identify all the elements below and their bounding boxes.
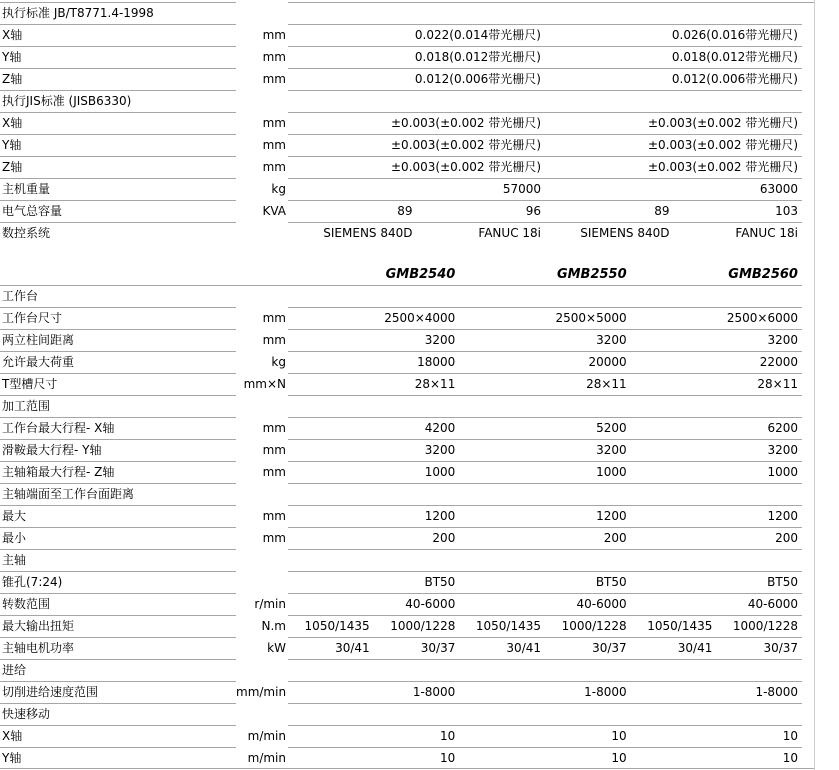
row-label: 滑鞍最大行程- Y轴 bbox=[0, 440, 236, 462]
row-values bbox=[288, 682, 802, 704]
value-cell: 1200 bbox=[424, 509, 456, 523]
value-cell: 2500×4000 bbox=[384, 311, 456, 325]
table-row bbox=[0, 25, 802, 47]
row-unit bbox=[236, 550, 288, 572]
row-label: 进给 bbox=[0, 660, 236, 682]
row-values bbox=[288, 462, 802, 484]
row-values bbox=[288, 223, 802, 245]
value-cell: 1200 bbox=[767, 509, 798, 523]
row-unit: mm bbox=[262, 443, 286, 457]
value-cell: 0.012(0.006带光栅尺) bbox=[671, 72, 798, 86]
value-cell: 30/37 bbox=[592, 641, 627, 655]
row-unit: mm bbox=[262, 311, 286, 325]
row-unit: kg bbox=[271, 182, 286, 196]
table-row bbox=[0, 47, 802, 69]
table-row bbox=[0, 726, 802, 748]
row-label: Y轴 bbox=[0, 135, 236, 157]
row-label: 主轴 bbox=[0, 550, 236, 572]
value-cell: 1000/1228 bbox=[732, 619, 799, 633]
value-cell: 1000 bbox=[424, 465, 456, 479]
table-row bbox=[0, 352, 802, 374]
value-cell: 200 bbox=[775, 531, 798, 545]
value-cell: 3200 bbox=[424, 333, 456, 347]
value-cell: 2500×6000 bbox=[726, 311, 798, 325]
table-row bbox=[0, 418, 802, 440]
row-values bbox=[288, 157, 802, 179]
row-unit: kg bbox=[271, 355, 286, 369]
row-unit bbox=[236, 572, 288, 594]
row-label: Y轴 bbox=[0, 47, 236, 69]
table-row bbox=[0, 179, 802, 201]
section-row bbox=[0, 484, 802, 506]
row-values bbox=[288, 91, 802, 113]
value-cell: 10 bbox=[440, 751, 456, 765]
model-header-row bbox=[0, 264, 802, 286]
row-values bbox=[288, 704, 802, 726]
row-values bbox=[288, 374, 802, 396]
value-cell: SIEMENS 840D bbox=[580, 226, 670, 240]
value-cell: 40-6000 bbox=[576, 597, 627, 611]
table-row bbox=[0, 748, 802, 770]
row-values bbox=[288, 47, 802, 69]
row-unit: mm bbox=[262, 333, 286, 347]
value-cell: 3200 bbox=[596, 333, 627, 347]
row-label: 加工范围 bbox=[0, 396, 236, 418]
value-cell: 0.012(0.006带光栅尺) bbox=[414, 72, 541, 86]
row-unit: mm bbox=[262, 28, 286, 42]
row-values bbox=[288, 440, 802, 462]
value-cell: 10 bbox=[611, 729, 627, 743]
row-label: 执行JIS标准 (JISB6330) bbox=[0, 91, 236, 113]
row-values bbox=[288, 616, 802, 638]
row-values bbox=[288, 528, 802, 550]
value-cell: 2500×5000 bbox=[555, 311, 627, 325]
row-values bbox=[288, 418, 802, 440]
model-name: GMB2550 bbox=[556, 267, 627, 282]
value-cell: 57000 bbox=[502, 182, 541, 196]
table-row bbox=[0, 462, 802, 484]
row-label: 电气总容量 bbox=[0, 201, 236, 223]
row-unit: mm bbox=[262, 116, 286, 130]
value-cell: 1000/1228 bbox=[390, 619, 456, 633]
value-cell: 28×11 bbox=[757, 377, 798, 391]
table-row bbox=[0, 374, 802, 396]
value-cell: SIEMENS 840D bbox=[323, 226, 413, 240]
model-name: GMB2560 bbox=[728, 267, 798, 282]
row-label: 最大输出扭矩 bbox=[0, 616, 236, 638]
row-label: X轴 bbox=[0, 726, 236, 748]
row-unit bbox=[236, 3, 288, 25]
value-cell: 30/37 bbox=[763, 641, 799, 655]
row-label: 主轴端面至工作台面距离 bbox=[0, 484, 236, 506]
row-values bbox=[288, 396, 802, 418]
value-cell: FANUC 18i bbox=[735, 226, 798, 240]
row-values bbox=[288, 25, 802, 47]
section-row bbox=[0, 704, 802, 726]
row-values bbox=[288, 594, 802, 616]
value-cell: 1000/1228 bbox=[561, 619, 627, 633]
value-cell: 1200 bbox=[596, 509, 627, 523]
row-label: Y轴 bbox=[2, 751, 22, 765]
row-values bbox=[288, 201, 802, 223]
value-cell: 89 bbox=[397, 204, 413, 218]
row-unit: mm bbox=[262, 421, 286, 435]
section-row bbox=[0, 91, 802, 113]
row-values bbox=[288, 506, 802, 528]
row-label: Z轴 bbox=[0, 69, 236, 91]
table-row bbox=[0, 638, 802, 660]
row-label: 主轴箱最大行程- Z轴 bbox=[0, 462, 236, 484]
row-unit: mm/min bbox=[236, 685, 287, 699]
section-row bbox=[0, 660, 802, 682]
value-cell: 30/41 bbox=[335, 641, 370, 655]
row-unit: mm bbox=[262, 72, 286, 86]
row-unit bbox=[236, 286, 288, 308]
value-cell: 3200 bbox=[767, 333, 798, 347]
row-label: 转数范围 bbox=[0, 594, 236, 616]
row-values bbox=[288, 660, 802, 682]
value-cell: ±0.003(±0.002 带光栅尺) bbox=[648, 138, 798, 152]
row-unit bbox=[236, 704, 288, 726]
value-cell: 1-8000 bbox=[412, 685, 456, 699]
value-cell: 1050/1435 bbox=[647, 619, 713, 633]
value-cell: ±0.003(±0.002 带光栅尺) bbox=[391, 116, 541, 130]
table-row bbox=[0, 682, 802, 704]
value-cell: 30/41 bbox=[677, 641, 713, 655]
row-label: 主机重量 bbox=[0, 179, 236, 201]
value-cell: 89 bbox=[654, 204, 670, 218]
row-label: 允许最大荷重 bbox=[0, 352, 236, 374]
row-values bbox=[288, 638, 802, 660]
row-label: Z轴 bbox=[0, 157, 236, 179]
row-unit: mm bbox=[262, 138, 286, 152]
table-row bbox=[0, 201, 802, 223]
row-unit: N.m bbox=[261, 619, 286, 633]
row-label: 工作台 bbox=[0, 286, 236, 308]
value-cell: 6200 bbox=[767, 421, 798, 435]
row-values bbox=[288, 550, 802, 572]
row-values bbox=[288, 286, 802, 308]
value-cell: 10 bbox=[782, 751, 798, 765]
row-values bbox=[288, 484, 802, 506]
row-unit bbox=[236, 223, 288, 245]
value-cell: 3200 bbox=[596, 443, 627, 457]
row-values bbox=[288, 308, 802, 330]
table-row bbox=[0, 440, 802, 462]
row-unit bbox=[236, 91, 288, 113]
value-cell: ±0.003(±0.002 带光栅尺) bbox=[648, 160, 798, 174]
value-cell: 10 bbox=[782, 729, 798, 743]
value-cell: 200 bbox=[603, 531, 627, 545]
value-cell: ±0.003(±0.002 带光栅尺) bbox=[391, 160, 541, 174]
value-cell: BT50 bbox=[767, 575, 798, 589]
row-label: 主轴电机功率 bbox=[0, 638, 236, 660]
value-cell: 3200 bbox=[767, 443, 798, 457]
value-cell: 63000 bbox=[759, 182, 798, 196]
model-header-spacer bbox=[0, 264, 288, 285]
row-label: 切削进给速度范围 bbox=[0, 682, 236, 704]
row-label: 快速移动 bbox=[0, 704, 236, 726]
value-cell: 30/37 bbox=[420, 641, 456, 655]
section-row bbox=[0, 550, 802, 572]
row-unit: r/min bbox=[254, 597, 286, 611]
value-cell: 3200 bbox=[424, 443, 456, 457]
row-label: 数控系统 bbox=[2, 226, 51, 240]
section-row bbox=[0, 396, 802, 418]
table-row bbox=[0, 223, 802, 245]
row-values bbox=[288, 572, 802, 594]
table-row bbox=[0, 594, 802, 616]
row-label: 最小 bbox=[0, 528, 236, 550]
value-cell: 200 bbox=[432, 531, 456, 545]
row-unit: mm bbox=[262, 50, 286, 64]
value-cell: 10 bbox=[611, 751, 627, 765]
value-cell: 0.022(0.014带光栅尺) bbox=[414, 28, 541, 42]
right-frame-line bbox=[814, 0, 815, 770]
row-unit: KVA bbox=[262, 204, 286, 218]
value-cell: 20000 bbox=[588, 355, 627, 369]
row-label: T型槽尺寸 bbox=[0, 374, 236, 396]
value-cell: 4200 bbox=[424, 421, 456, 435]
row-values bbox=[288, 726, 802, 748]
row-label: 工作台尺寸 bbox=[0, 308, 236, 330]
model-name: GMB2540 bbox=[385, 267, 456, 282]
value-cell: 10 bbox=[440, 729, 456, 743]
section-row bbox=[0, 286, 802, 308]
table-row bbox=[0, 135, 802, 157]
table-row bbox=[0, 616, 802, 638]
value-cell: 1050/1435 bbox=[304, 619, 370, 633]
row-label: 两立柱间距离 bbox=[0, 330, 236, 352]
value-cell: 28×11 bbox=[414, 377, 456, 391]
row-label: 最大 bbox=[0, 506, 236, 528]
row-unit: mm bbox=[262, 509, 286, 523]
table-row bbox=[0, 157, 802, 179]
table-row bbox=[0, 528, 802, 550]
row-values bbox=[288, 3, 802, 25]
value-cell: 1000 bbox=[596, 465, 627, 479]
row-label: 执行标准 JB/T8771.4-1998 bbox=[0, 3, 236, 25]
row-label: 工作台最大行程- X轴 bbox=[0, 418, 236, 440]
value-cell: 1-8000 bbox=[584, 685, 627, 699]
value-cell: 1-8000 bbox=[755, 685, 798, 699]
row-values bbox=[288, 69, 802, 91]
value-cell: 1000 bbox=[767, 465, 798, 479]
spec-table-upper bbox=[0, 3, 802, 245]
value-cell: ±0.003(±0.002 带光栅尺) bbox=[648, 116, 798, 130]
row-unit bbox=[236, 660, 288, 682]
table-row bbox=[0, 69, 802, 91]
row-label: X轴 bbox=[0, 113, 236, 135]
section-row bbox=[0, 3, 802, 25]
value-cell: 28×11 bbox=[586, 377, 627, 391]
row-label: 锥孔(7:24) bbox=[0, 572, 236, 594]
table-row bbox=[0, 330, 802, 352]
value-cell: 1050/1435 bbox=[475, 619, 542, 633]
row-unit: mm bbox=[262, 531, 286, 545]
value-cell: 40-6000 bbox=[405, 597, 456, 611]
row-label: X轴 bbox=[0, 25, 236, 47]
row-values bbox=[288, 748, 802, 770]
row-unit: m/min bbox=[247, 751, 286, 765]
row-values bbox=[288, 330, 802, 352]
value-cell: 103 bbox=[775, 204, 798, 218]
bottom-frame-line bbox=[0, 768, 814, 769]
row-values bbox=[288, 352, 802, 374]
value-cell: 30/41 bbox=[506, 641, 542, 655]
row-values bbox=[288, 179, 802, 201]
value-cell: 0.018(0.012带光栅尺) bbox=[671, 50, 798, 64]
table-row bbox=[0, 308, 802, 330]
row-unit: mm×N bbox=[243, 377, 286, 391]
table-row bbox=[0, 506, 802, 528]
value-cell: 0.026(0.016带光栅尺) bbox=[671, 28, 798, 42]
row-values bbox=[288, 113, 802, 135]
row-unit: mm bbox=[262, 160, 286, 174]
value-cell: 0.018(0.012带光栅尺) bbox=[414, 50, 541, 64]
row-unit: kW bbox=[267, 641, 286, 655]
value-cell: 22000 bbox=[759, 355, 798, 369]
value-cell: FANUC 18i bbox=[478, 226, 541, 240]
value-cell: BT50 bbox=[595, 575, 627, 589]
value-cell: ±0.003(±0.002 带光栅尺) bbox=[391, 138, 541, 152]
spec-table-lower bbox=[0, 286, 802, 770]
table-row bbox=[0, 113, 802, 135]
row-unit bbox=[236, 396, 288, 418]
row-unit: m/min bbox=[247, 729, 286, 743]
value-cell: 40-6000 bbox=[747, 597, 798, 611]
row-unit: mm bbox=[262, 465, 286, 479]
value-cell: 18000 bbox=[417, 355, 456, 369]
value-cell: 96 bbox=[525, 204, 541, 218]
table-row bbox=[0, 572, 802, 594]
row-unit bbox=[236, 484, 288, 506]
row-values bbox=[288, 135, 802, 157]
value-cell: 5200 bbox=[596, 421, 627, 435]
value-cell: BT50 bbox=[424, 575, 456, 589]
